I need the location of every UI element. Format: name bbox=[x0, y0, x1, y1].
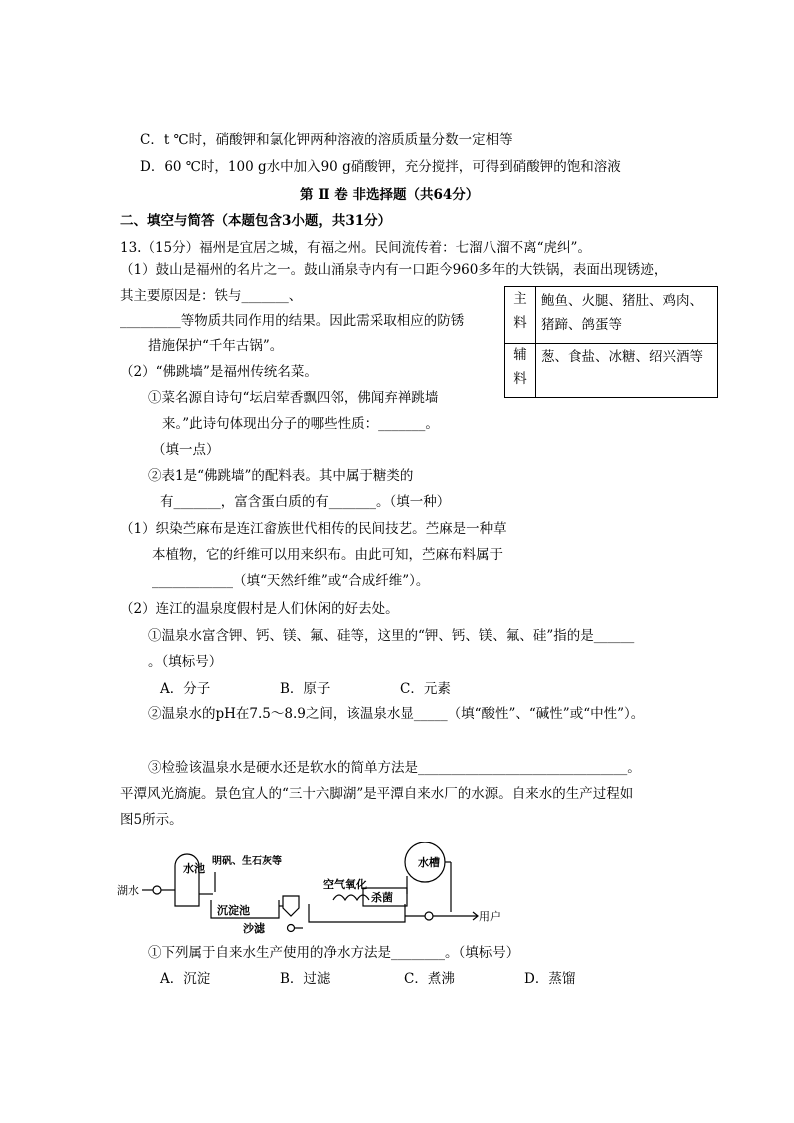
main-label-2: 料 bbox=[513, 315, 527, 331]
p2-option-b: B．原子 bbox=[280, 681, 331, 697]
additives-label: 明矾、生石灰等 bbox=[212, 856, 282, 867]
question-13: 13.（15分）福州是宜居之城，有福之州。民间流传着：七溜八溜不离“虎纠”。 bbox=[120, 240, 591, 256]
p2-1-line2: 。（填标号） bbox=[148, 654, 223, 670]
p2-option-c: C．元素 bbox=[400, 681, 451, 697]
q13-2-2-line2: 有_______，富含蛋白质的有_______。（填一种） bbox=[160, 494, 451, 510]
aux-label-2: 料 bbox=[513, 371, 527, 387]
user-label: 用户 bbox=[479, 910, 501, 923]
section-title: 第 Ⅱ 卷 非选择题（共64分） bbox=[300, 187, 480, 203]
p3-option-a: A．沉淀 bbox=[160, 971, 211, 987]
q13-1-line3: _________等物质共同作用的结果。因此需采取相应的防锈 bbox=[120, 313, 465, 329]
air-oxidation-label: 空气氧化 bbox=[323, 878, 367, 891]
main-ingredients-header bbox=[505, 287, 536, 343]
p2-1-line1: ①温泉水富含钾、钙、镁、氟、硅等，这里的“钾、钙、镁、氟、硅”指的是______ bbox=[148, 628, 635, 644]
tank-label: 水槽 bbox=[418, 856, 440, 869]
p2-3: ③检验该温泉水是硬水还是软水的简单方法是_______________________________。 bbox=[148, 760, 641, 776]
aux-ingredients-list: 葱、食盐、冰糖、绍兴酒等 bbox=[541, 349, 703, 365]
aux-label-1: 辅 bbox=[513, 347, 527, 363]
p3-1: ①下列属于自来水生产使用的净水方法是________。（填标号） bbox=[148, 945, 520, 961]
p3-option-d: D．蒸馏 bbox=[524, 971, 576, 987]
p3-line1: 平潭风光旖旎。景色宜人的“三十六脚湖”是平潭自来水厂的水源。自来水的生产过程如 bbox=[120, 786, 634, 802]
q13-2-1-hint: （填一点） bbox=[152, 442, 220, 458]
part-title: 二、填空与简答（本题包含3小题，共31分） bbox=[120, 213, 392, 229]
p3-option-b: B．过滤 bbox=[280, 971, 331, 987]
p1-line3: ____________（填“天然纤维”或“合成纤维”）。 bbox=[152, 573, 430, 589]
q13-1-line2: 其主要原因是：铁与_______、 bbox=[120, 288, 303, 304]
p2-option-a: A．分子 bbox=[160, 681, 211, 697]
q13-2: （2）“佛跳墙”是福州传统名菜。 bbox=[120, 364, 318, 380]
q13-2-1-line1: ①菜名源自诗句“坛启荤香飘四邻，佛闻弃禅跳墙 bbox=[148, 390, 439, 406]
q13-1-line4: 措施保护“千年古锅”。 bbox=[148, 338, 284, 354]
p3-option-c: C．煮沸 bbox=[404, 971, 455, 987]
sedimentation-label: 沉淀池 bbox=[217, 904, 250, 917]
main-ingredients-row bbox=[505, 287, 717, 344]
p3-line2: 图5所示。 bbox=[120, 812, 183, 828]
water-process-diagram bbox=[115, 842, 510, 942]
lake-water-label: 湖水 bbox=[117, 884, 139, 897]
q13-1-line1: （1）鼓山是福州的名片之一。鼓山涌泉寺内有一口距今960多年的大铁锅，表面出现锈迹， bbox=[120, 262, 668, 278]
ingredients-table bbox=[504, 286, 718, 398]
p1-line2: 本植物，它的纤维可以用来织布。由此可知，苎麻布料属于 bbox=[152, 547, 503, 563]
option-c: C．t ℃时，硝酸钾和氯化钾两种溶液的溶质质量分数一定相等 bbox=[140, 132, 513, 148]
q13-2-2-line1: ②表1是“佛跳墙”的配料表。其中属于糖类的 bbox=[148, 468, 414, 484]
p1-line1: （1）织染苎麻布是连江畲族世代相传的民间技艺。苎麻是一种草 bbox=[120, 521, 507, 537]
pool-label-1: 水池 bbox=[183, 862, 205, 875]
q13-2-1-line2: 来。”此诗句体现出分子的哪些性质：_______。 bbox=[162, 416, 439, 432]
sand-filter-label: 沙滤 bbox=[243, 922, 265, 935]
aux-ingredients-header bbox=[505, 343, 536, 397]
aux-ingredients-row bbox=[505, 343, 717, 397]
sterilize-label: 杀菌 bbox=[371, 891, 393, 904]
main-ingredients-list: 鲍鱼、火腿、猪肚、鸡肉、猪蹄、鸽蛋等 bbox=[541, 293, 703, 333]
main-label-1: 主 bbox=[513, 291, 527, 307]
p2-2: ②温泉水的pH在7.5～8.9之间，该温泉水显_____（填“酸性”、“碱性”或“中性”）。 bbox=[148, 706, 645, 722]
option-d: D．60 ℃时，100 g水中加入90 g硝酸钾，充分搅拌，可得到硝酸钾的饱和溶液 bbox=[140, 159, 621, 175]
p2: （2）连江的温泉度假村是人们休闲的好去处。 bbox=[120, 601, 399, 617]
